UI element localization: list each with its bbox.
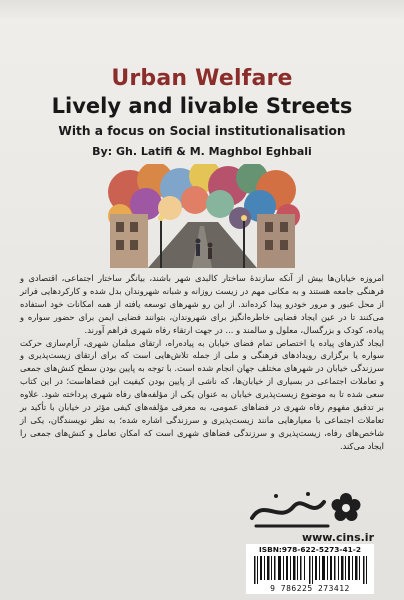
top-shadow [0, 0, 404, 20]
book-title: Urban Welfare [111, 66, 293, 91]
barcode-number: 9 786225 273412 [270, 584, 350, 593]
back-cover-description [20, 272, 384, 453]
barcode-icon [254, 556, 368, 584]
description-paragraph-2: ایجاد گذرهای پیاده یا اختصاص تمام فضای خیابان به پیاده‌راه، ارتقای مبلمان شهری، آرام‌سازی حرکت سواره یا برگزاری رویدادهای فرهنگی و ملی از جمله تلاش‌هایی است که برای ارتقای زیست‌پذیری و سرزندگی خیابان در شهرهای مختلف جهان انجام شده است. با توجه به پایین بودن سطح کنش‌های جمعی و تعاملات اجتماعی در بسیاری از خیابان‌ها، که ناشی از پایین بودن کیفیت این فضاهاست؛ در این کتاب سعی شده تا به موضوع زیست‌پذیری خیابان به عنوان یکی از مؤلفه‌های رفاه شهری پرداخته شود. علاوه بر تدقیق مفهوم رفاه شهری در فضاهای عمومی، به معرفی مؤلفه‌های کیفی مؤثر در خیابان با تأکید بر تعاملات اجتماعی با معیارهایی مانند زیست‌پذیری و سرزندگی اشاره شده؛ به نظر نویسندگان، یکی از شاخص‌های رفاه، زیست‌پذیری و سرزندگی فضاهای شهری است که امکان تعامل و کنش‌های جمعی را ایجاد می‌کند. [20, 337, 384, 451]
street-illustration [100, 164, 305, 268]
book-subtitle: Lively and livable Streets [51, 94, 353, 118]
publisher-website: www.cins.ir [301, 531, 374, 544]
isbn-number: ISBN:978-622-5273-41-2 [259, 545, 361, 554]
isbn-barcode-box [246, 544, 374, 594]
publisher-logo [246, 488, 366, 536]
description-paragraph-1: امروزه خیابان‌ها بیش از آنکه سازندۀ ساختار کالبدی شهر باشند، بیانگر ساختار اجتماعی، اقتصادی و فرهنگی جامعه هستند و به مکانی مهم در زیست روزانه و شبانه شهروندان بدل شده و کارکردهایی فراتر از محل عبور و مرور خودرو پیدا کرده‌اند. از این رو شهرهای توسعه یافته از همه امکانات خود استفاده می‌کنند تا در عین ایجاد فضایی خاطره‌انگیز برای شهروندان، بتوانند فضایی ایمن برای حضور سواره و پیاده، کودک و بزرگسال، معلول و سالمند و ... در جهت ارتقاء رفاه شهری فراهم آورند. [20, 273, 384, 335]
book-authors: By: Gh. Latifi & M. Maghbol Eghbali [92, 145, 312, 158]
book-focus-line: With a focus on Social institutionalisation [58, 124, 346, 138]
